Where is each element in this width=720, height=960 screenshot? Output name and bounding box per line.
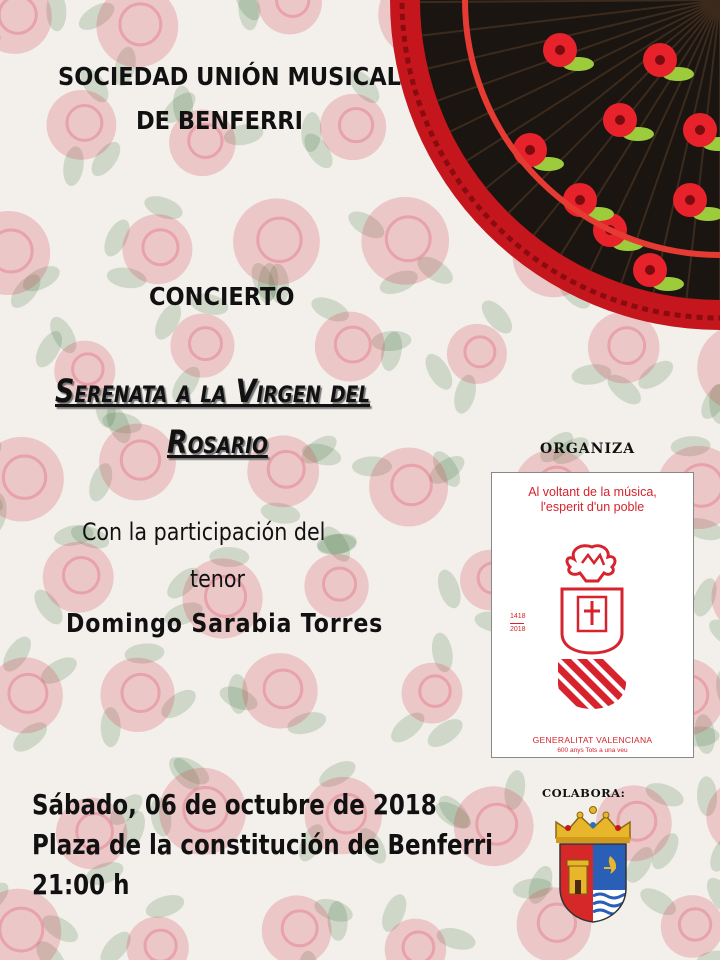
society-name-line2: DE BENFERRI (136, 106, 303, 135)
rose (96, 0, 178, 67)
participation-role: tenor (190, 565, 245, 593)
concert-title-line1: Serenata a la Virgen del (55, 372, 371, 410)
concert-label: CONCIERTO (149, 282, 295, 311)
rose (361, 197, 449, 285)
rose-leaf (704, 614, 720, 654)
rose (43, 542, 114, 613)
fan-flower-center (685, 195, 695, 205)
event-place: Plaza de la constitución de Benferri (32, 828, 494, 861)
organiza-label: ORGANIZA (540, 441, 636, 457)
rose (447, 324, 507, 384)
rose (47, 90, 117, 160)
rose (0, 0, 52, 54)
rose (170, 314, 234, 378)
rose (99, 424, 176, 501)
fan-flower-center (645, 265, 655, 275)
fan-flower-center (525, 145, 535, 155)
rose (402, 663, 463, 724)
rose (320, 94, 386, 160)
card-year-divider (510, 623, 524, 624)
rose (369, 447, 448, 526)
rose-leaf (143, 891, 187, 922)
rose (233, 198, 320, 285)
colabora-label: COLABORA: (542, 786, 626, 800)
card-year-end: 2018 (510, 626, 526, 633)
card-org-name: GENERALITAT VALENCIANA (532, 735, 653, 745)
generalitat-card (491, 472, 694, 758)
rose (242, 653, 317, 728)
card-slogan-line2: l'esperit d'un poble (540, 500, 645, 514)
event-date: Sábado, 06 de octubre de 2018 (32, 788, 437, 821)
card-year-start: 1418 (510, 613, 526, 620)
rose (122, 214, 192, 284)
fan-flower-center (695, 125, 705, 135)
rose (0, 437, 64, 522)
card-slogan-line1: Al voltant de la música, (528, 485, 657, 499)
event-time: 21:00 h (32, 868, 130, 901)
rose (588, 312, 660, 384)
fan-flower-center (575, 195, 585, 205)
rose (100, 658, 174, 732)
card-tagline: 600 anys Tots a una veu (557, 747, 628, 754)
fan-flower-center (615, 115, 625, 125)
rose-leaf (434, 567, 465, 611)
fan-flower-center (655, 55, 665, 65)
tenor-name: Domingo Sarabia Torres (66, 609, 384, 639)
society-name-line1: SOCIEDAD UNIÓN MUSICAL (58, 62, 401, 91)
concert-title-line2: Rosario (167, 423, 268, 461)
fan-flower-center (555, 45, 565, 55)
participation-text: Con la participación del (82, 518, 326, 546)
generalitat-emblem-icon (552, 541, 632, 713)
coat-of-arms-icon (548, 806, 638, 924)
rose (126, 917, 188, 960)
